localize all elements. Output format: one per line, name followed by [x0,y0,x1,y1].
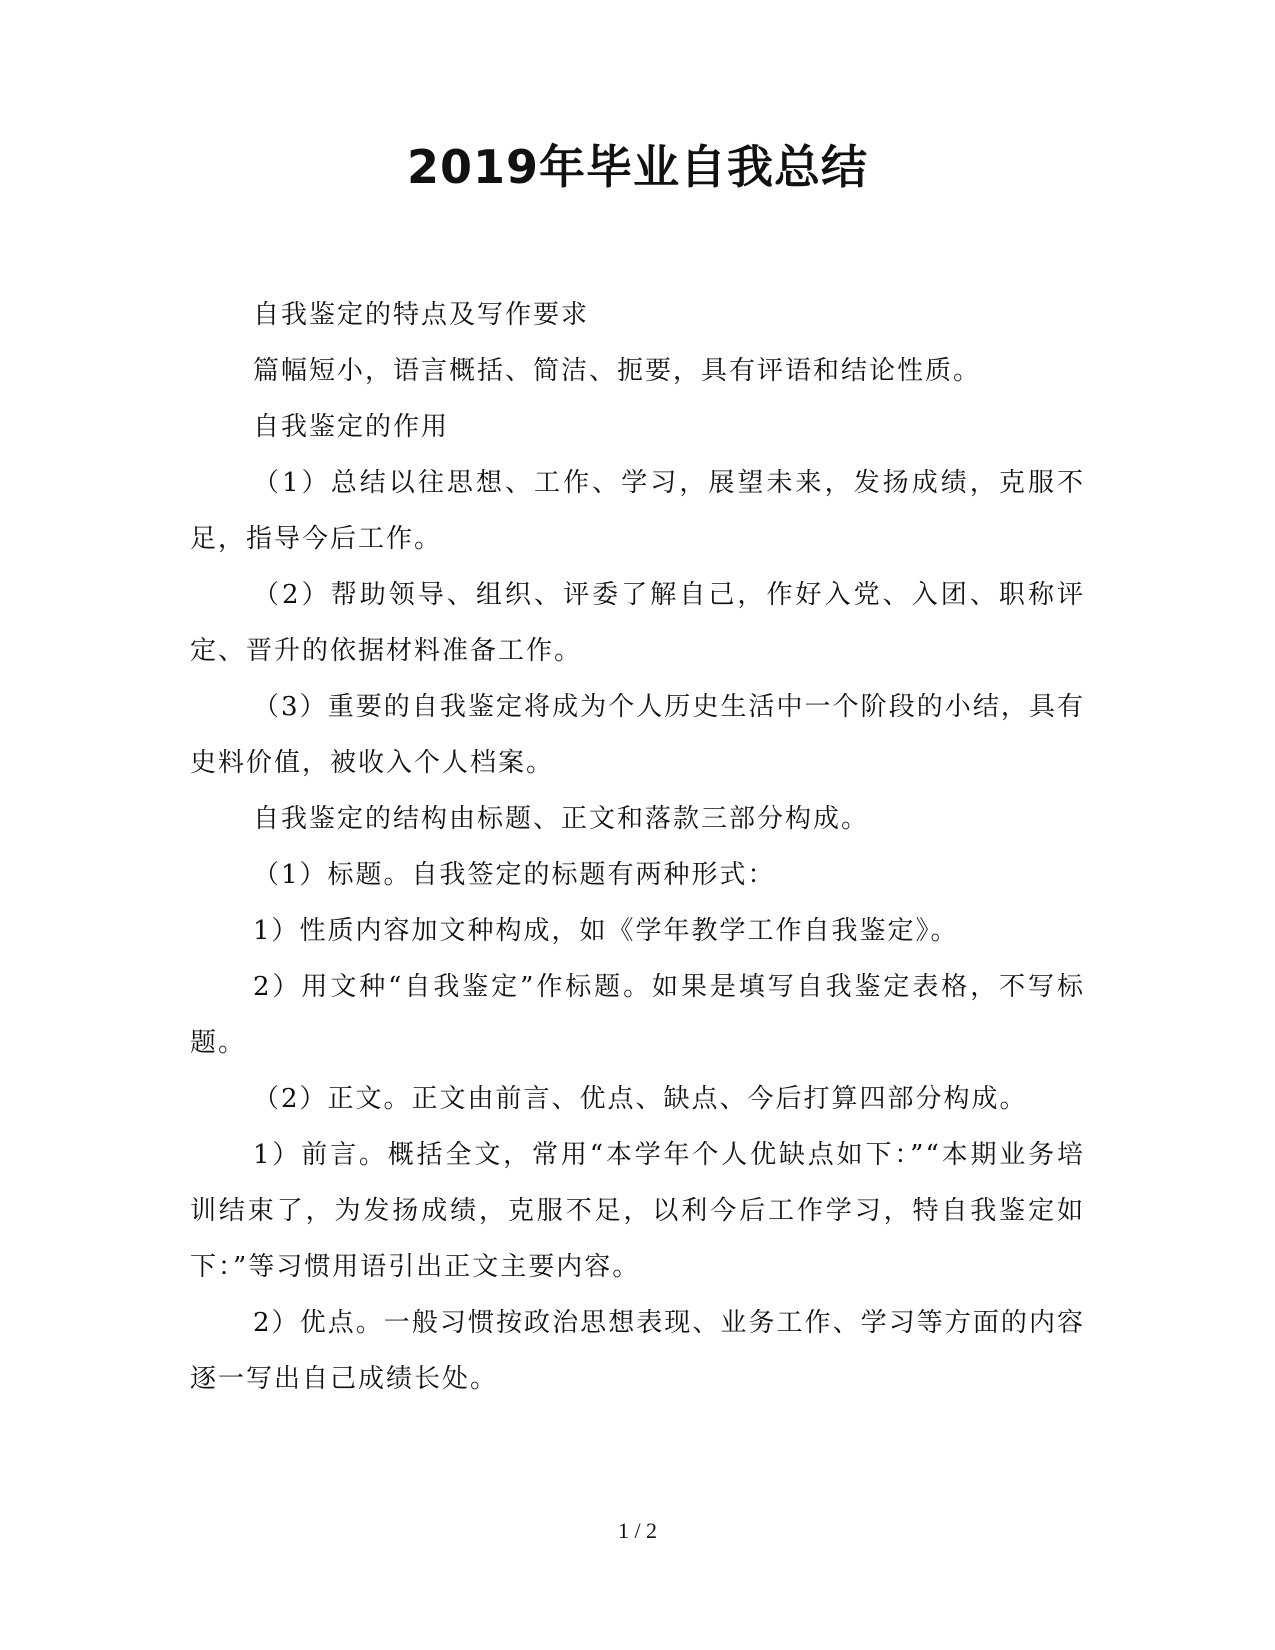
paragraph: （2）正文。正文由前言、优点、缺点、今后打算四部分构成。 [253,1084,1028,1114]
paragraph: 篇幅短小，语言概括、简洁、扼要，具有评语和结论性质。 [253,356,982,386]
paragraph: 2）优点。一般习惯按政治思想表现、业务工作、学习等方面的内容逐一写出自己成绩长处。 [190,1308,1085,1394]
paragraph: （1）标题。自我签定的标题有两种形式： [253,860,776,890]
paragraph: 1）前言。概括全文，常用“本学年个人优缺点如下：”“本期业务培训结束了，为发扬成绩，克服不足，以利今后工作学习，特自我鉴定如下：”等习惯用语引出正文主要内容。 [190,1140,1085,1282]
paragraph: 1）性质内容加文种构成，如《学年教学工作自我鉴定》。 [253,916,959,946]
document-title: 2019年毕业自我总结 [406,140,869,194]
document-body [190,287,1085,1407]
paragraph: 自我鉴定的结构由标题、正文和落款三部分构成。 [253,804,870,834]
paragraph: （2）帮助领导、组织、评委了解自己，作好入党、入团、职称评定、晋升的依据材料准备工作。 [190,580,1085,666]
paragraph: 自我鉴定的作用 [253,412,450,442]
paragraph: 2）用文种“自我鉴定”作标题。如果是填写自我鉴定表格，不写标题。 [190,972,1085,1058]
paragraph: 自我鉴定的特点及写作要求 [253,300,590,330]
paragraph: （1）总结以往思想、工作、学习，展望未来，发扬成绩，克服不足，指导今后工作。 [190,468,1085,554]
paragraph: （3）重要的自我鉴定将成为个人历史生活中一个阶段的小结，具有史料价值，被收入个人档案。 [190,692,1085,778]
page-number: 1 / 2 [617,1518,658,1543]
